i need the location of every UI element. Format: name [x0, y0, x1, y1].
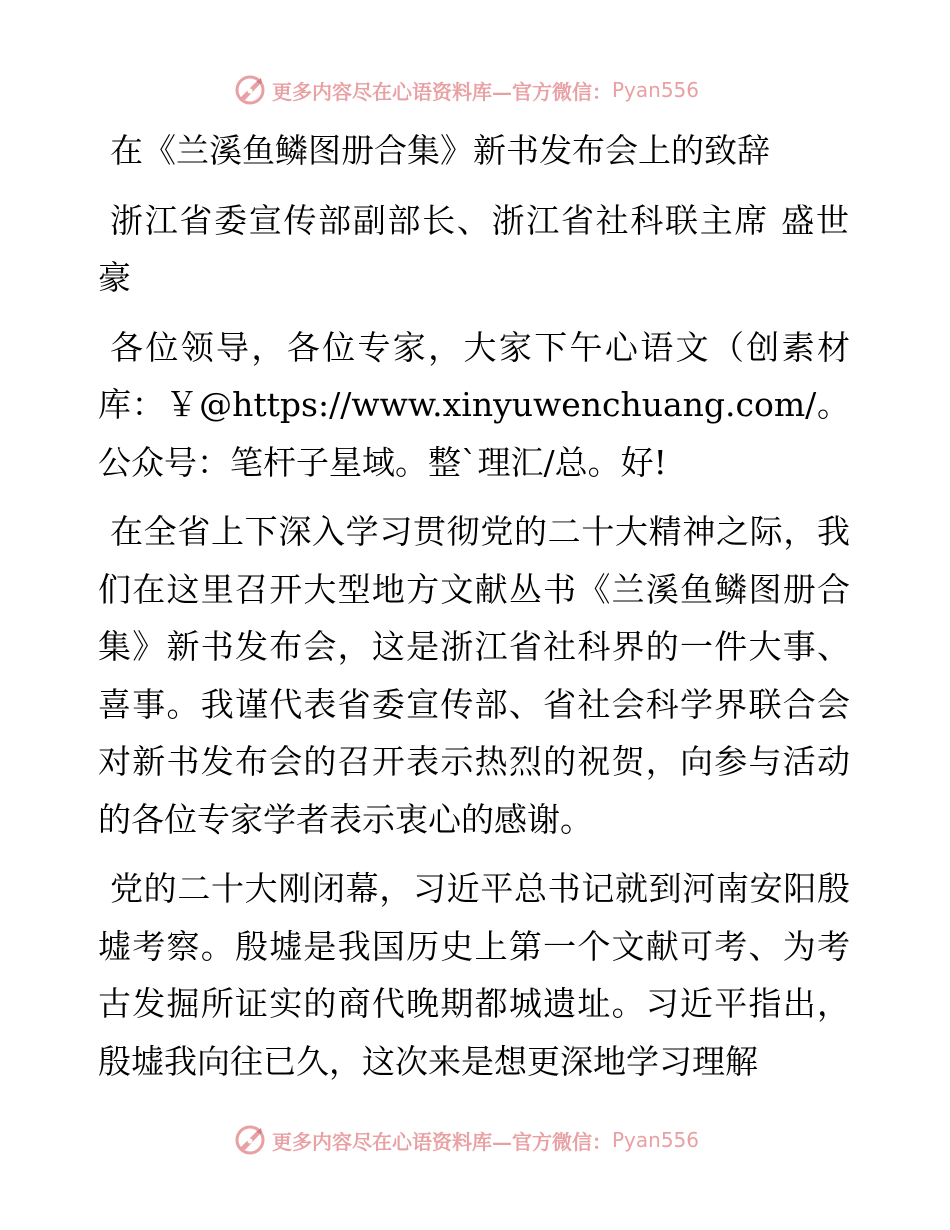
- quill-pen-seal-icon: [234, 1124, 266, 1156]
- paragraph-2: 在全省上下深入学习贯彻党的二十大精神之际，我们在这里召开大型地方文献丛书《兰溪鱼鳞图册合集》新书发布会，这是浙江省社科界的一件大事、喜事。我谨代表省委宣传部、省社会科学界联合会对新书发布会的召开表示热烈的祝贺，向参与活动的各位专家学者表示衷心的感谢。: [98, 512, 850, 839]
- paragraph-3: 党的二十大刚闭幕，习近平总书记就到河南安阳殷墟考察。殷墟是我国历史上第一个文献可考、为考古发掘所证实的商代晚期都城遗址。习近平指出，殷墟我向往已久，这次来是想更深地学习理解: [98, 869, 850, 1081]
- footer-watermark-banner: [234, 1122, 699, 1158]
- footer-banner-text: 更多内容尽在心语资料库—官方微信：: [272, 1129, 612, 1154]
- header-banner-handle: Pyan556: [612, 78, 700, 102]
- document-body: [98, 122, 850, 1090]
- document-title: 在《兰溪鱼鳞图册合集》新书发布会上的致辞: [110, 131, 770, 170]
- header-watermark-banner: [234, 72, 699, 108]
- header-banner-text: 更多内容尽在心语资料库—官方微信：: [272, 79, 612, 104]
- paragraph-1: 各位领导，各位专家，大家下午心语文（创素材库：￥@https://www.xinyuwenchuang.com/。公众号：笔杆子星域。整`理汇/总。好!: [98, 327, 850, 482]
- footer-banner-handle: Pyan556: [612, 1128, 700, 1152]
- quill-pen-seal-icon: [234, 74, 266, 106]
- document-author: 浙江省委宣传部副部长、浙江省社科联主席 盛世豪: [98, 200, 850, 297]
